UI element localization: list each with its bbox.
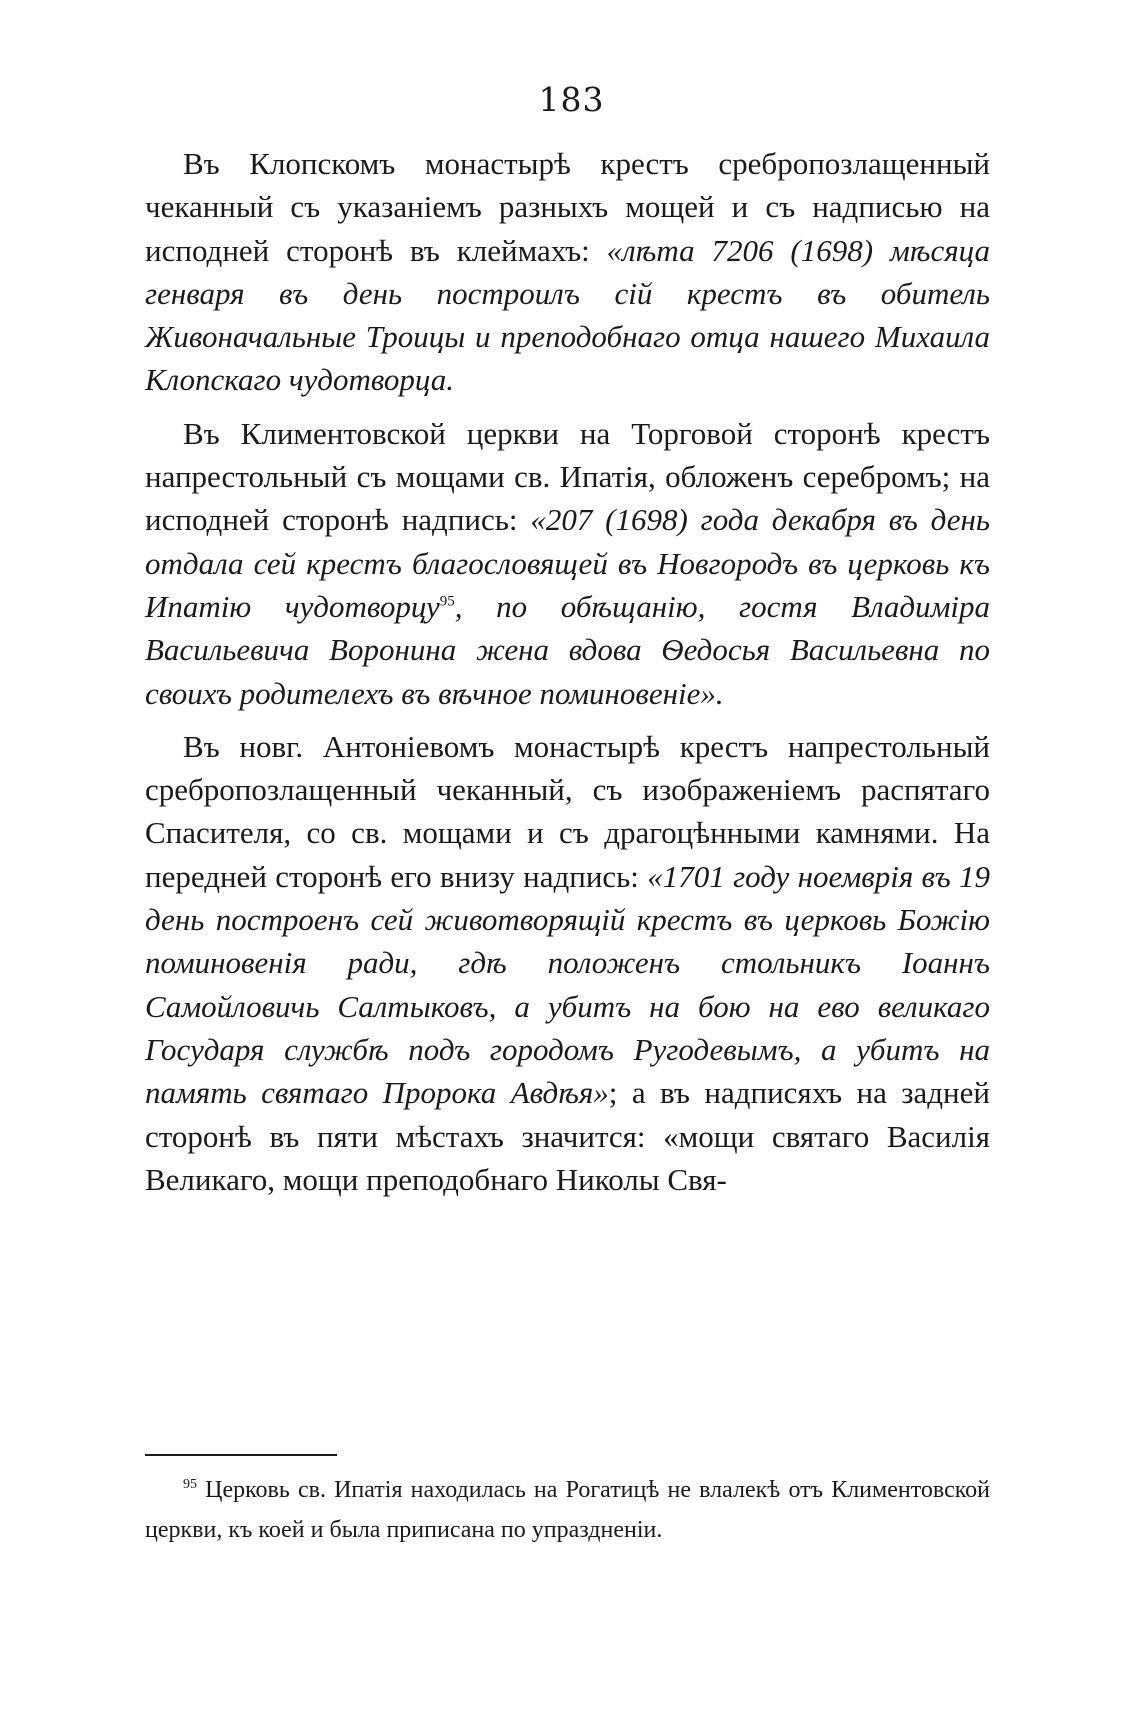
main-text [145, 142, 990, 1211]
inscription-quote: «207 (1698) года декабря въ день отдала сей крестъ благословящей въ Новгородъ въ церковь къ Ипатію чудотворцу [145, 502, 990, 624]
paragraph-text: Въ Клопскомъ монастырѣ крестъ сребропозлащенный чеканный съ указаніемъ разныхъ мощей и съ надписью на исподней сторонѣ въ клеймахъ: [145, 146, 990, 268]
inscription-quote-continued: , по обѣщанію, [454, 588, 739, 624]
page-number: 183 [538, 80, 605, 119]
paragraph-text: Въ Климентовской церкви на Торговой сторонѣ крестъ напрестольный съ мощами св. Ипатія, обложенъ серебромъ; на исподней сторонѣ надпись: [145, 415, 990, 538]
paragraph-klimentovsky-church [145, 412, 990, 715]
footnote-divider [145, 1454, 337, 1456]
paragraph-antoniev-monastery [145, 725, 990, 1201]
inscription-quote: «лѣта 7206 (1698) мѣсяца генваря въ день построилъ сій крестъ въ обитель Живоначальные Троицы и преподобнаго отца нашего Михаила Клопскаго чудотворца. [145, 232, 990, 398]
footnote-text: Церковь св. Ипатія находилась на Рогатицѣ не влалекѣ отъ Климентовской церкви, къ коей и была приписана по упраздненіи. [145, 1477, 990, 1543]
paragraph-text: Въ новг. Антоніевомъ монастырѣ крестъ напрестольный сребропозлащенный чеканный, съ изображеніемъ распятаго Спасителя, со св. мощами и съ драгоцѣнными камнями. На передней сторонѣ его внизу надпись: [145, 728, 990, 894]
paragraph-klopsky-monastery [145, 142, 990, 402]
footnote [145, 1470, 990, 1550]
paragraph-text: ; а въ надписяхъ на задней сторонѣ въ пяти мѣстахъ значится: «мощи святаго Василія Великаго, мощи преподобнаго Николы Свя- [145, 1075, 990, 1197]
footnote-mark: 95 [183, 1477, 197, 1492]
inscription-quote: «1701 году ноемврія въ 19 день построенъ сей животворящій крестъ въ церковь Божію поминовенія ради, гдѣ положенъ стольникъ Іоаннъ Самойловичь Салтыковъ, а убитъ на бою на ево великаго Государя службѣ подъ городомъ Ругодевымъ, а убитъ на память святаго Пророка Авдѣя» [145, 858, 990, 1111]
footnote-reference[interactable]: 95 [439, 593, 455, 610]
inscription-quote-continued: гостя Владиміра Васильевича Воронина жена вдова Ѳедосья Васильевна по своихъ родителехъ въ вѣчное поминовеніе». [145, 588, 991, 711]
